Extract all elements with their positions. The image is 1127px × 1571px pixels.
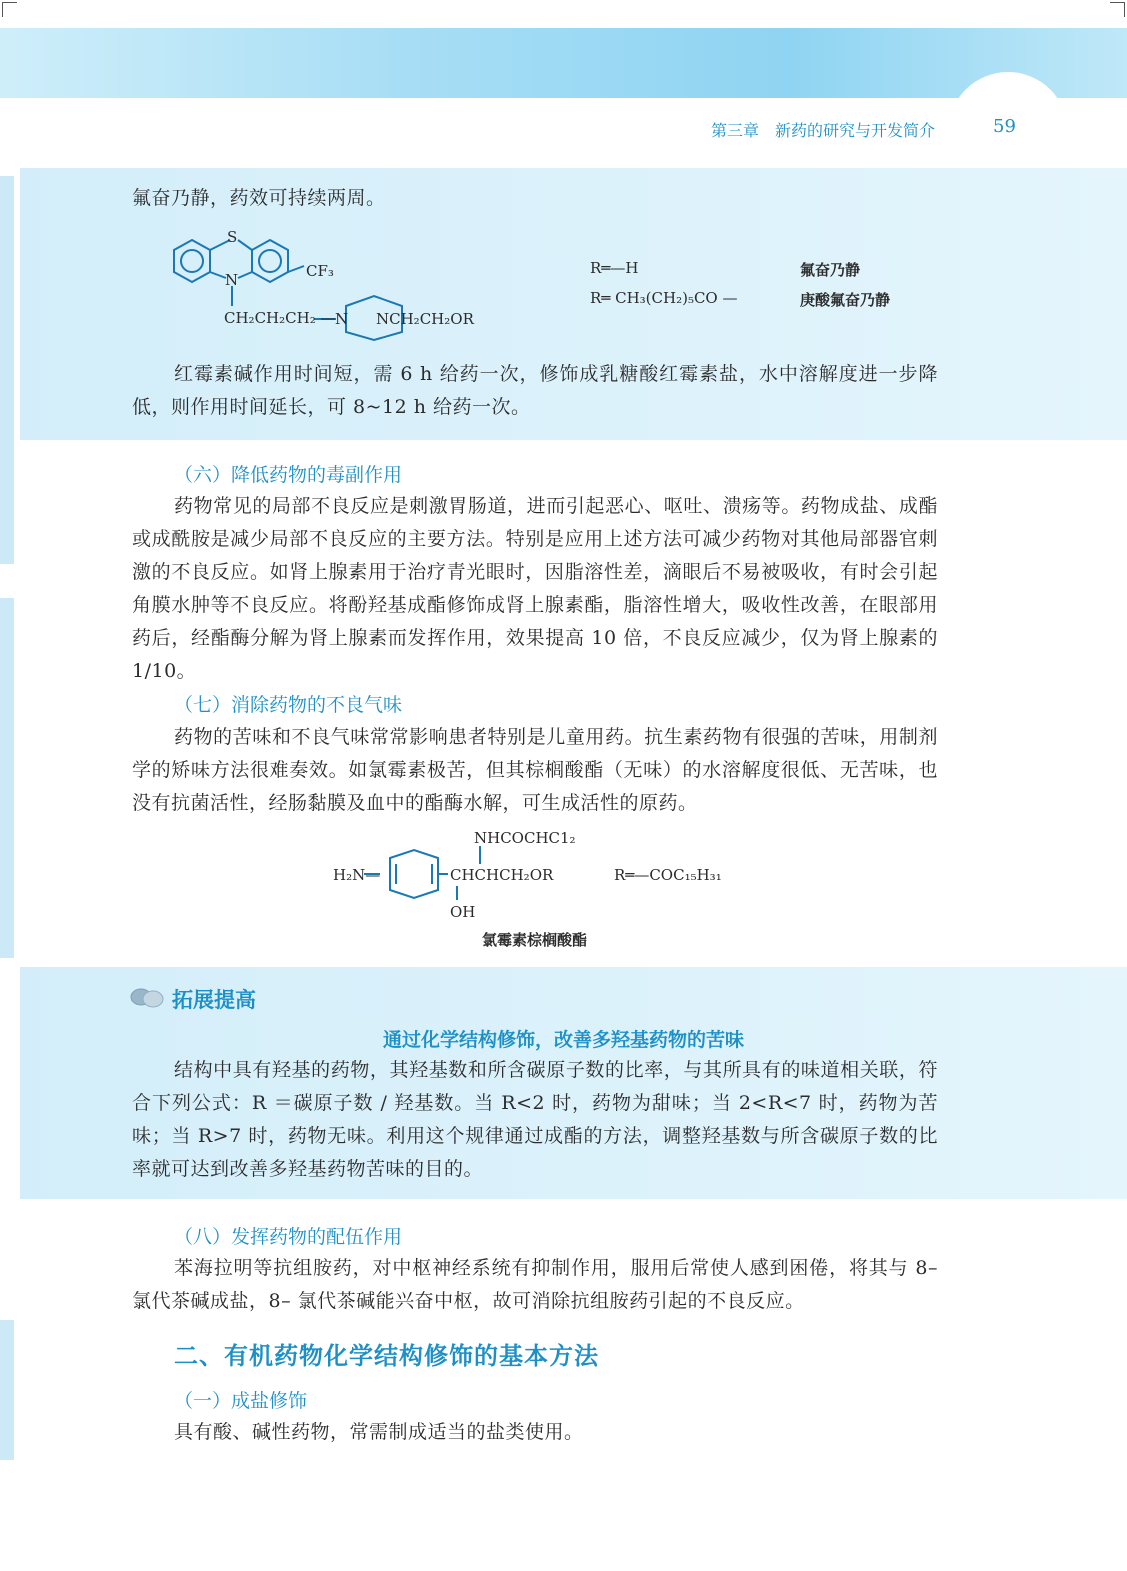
paragraph-fluphenazine: 氟奋乃静，药效可持续两周。	[132, 187, 386, 209]
r-group-heptanoyl: R═ CH₃(CH₂)₅CO —	[590, 289, 738, 307]
r-group-h: R═—H	[590, 259, 639, 277]
paragraph-salt-modification: 具有酸、碱性药物，常需制成适当的盐类使用。	[174, 1421, 584, 1443]
header-band	[0, 28, 1127, 98]
piperazine-n1: N	[335, 310, 349, 328]
crop-mark-top-left	[2, 2, 17, 17]
side-margin-tab	[0, 1320, 14, 1460]
chapter-title: 第三章 新药的研究与开发简介	[710, 121, 935, 140]
heading-salt-modification: （一）成盐修饰	[174, 1390, 308, 1412]
group-cf3: CF₃	[306, 262, 334, 280]
caption-chloramphenicol-palmitate: 氯霉素棕榈酸酯	[482, 931, 588, 949]
heading-section-6: （六）降低药物的毒副作用	[174, 464, 403, 486]
side-chain: CH₂CH₂CH₂ —	[224, 309, 336, 327]
piperazine-n2: NCH₂CH₂OR	[376, 310, 474, 328]
r-group-palmitoyl: R═—COC₁₅H₃₁	[614, 866, 722, 884]
fluphenazine-structure	[160, 226, 520, 346]
group-chchch2or: CHCHCH₂OR	[450, 866, 554, 884]
side-margin-tab	[0, 176, 14, 564]
pill-icon	[130, 986, 164, 1008]
paragraph-section-8: 苯海拉明等抗组胺药，对中枢神经系统有抑制作用，服用后常使人感到困倦，将其与 8– 氯代茶碱成盐，8– 氯代茶碱能兴奋中枢，故可消除抗组胺药引起的不良反应。	[132, 1257, 938, 1312]
paragraph-erythromycin: 红霉素碱作用时间短，需 6 h 给药一次，修饰成乳糖酸红霉素盐，水中溶解度进一步降低，则作用时间延长，可 8~12 h 给药一次。	[132, 363, 938, 418]
extension-title: 拓展提高	[172, 988, 256, 1012]
atom-sulfur: S	[227, 228, 238, 246]
group-oh: OH	[450, 903, 476, 921]
group-h2n: H₂N—	[333, 866, 381, 884]
extension-subtitle: 通过化学结构修饰，改善多羟基药物的苦味	[382, 1029, 744, 1051]
paragraph-section-6: 药物常见的局部不良反应是刺激胃肠道，进而引起恶心、呕吐、溃疡等。药物成盐、成酯或成酰胺是减少局部不良反应的主要方法。特别是应用上述方法可减少药物对其他局部器官刺激的不良反应。如肾上腺素用于治疗青光眼时，因脂溶性差，滴眼后不易被吸收，有时会引起角膜水肿等不良反应。将酚羟基成酯修饰成肾上腺素酯，脂溶性增大，吸收性改善，在眼部用药后，经酯酶分解为肾上腺素而发挥作用，效果提高 10 倍，不良反应减少，仅为肾上腺素的 1/10。	[132, 495, 938, 682]
atom-nitrogen: N	[225, 271, 239, 289]
heading-part-2: 二、有机药物化学结构修饰的基本方法	[174, 1341, 599, 1370]
paragraph-extension: 结构中具有羟基的药物，其羟基数和所含碳原子数的比率，与其所具有的味道相关联，符合下列公式：R ＝碳原子数 / 羟基数。当 R<2 时，药物为甜味；当 2<R<7 时，药物为苦味；当 R>7 时，药物无味。利用这个规律通过成酯的方法，调整羟基数与所含碳原子数的比率就可达到改善多羟基药物苦味的目的。	[132, 1059, 938, 1180]
label-fluphenazine: 氟奋乃静	[800, 261, 861, 279]
side-margin-tab	[0, 598, 14, 958]
label-fluphenazine-heptanoate: 庚酸氟奋乃静	[800, 291, 891, 309]
paragraph-section-7: 药物的苦味和不良气味常常影响患者特别是儿童用药。抗生素药物有很强的苦味，用制剂学的矫味方法很难奏效。如氯霉素极苦，但其棕榈酸酯（无味）的水溶解度很低、无苦味，也没有抗菌活性，经肠黏膜及血中的酯酶水解，可生成活性的原药。	[132, 726, 938, 814]
heading-section-8: （八）发挥药物的配伍作用	[174, 1226, 403, 1248]
page-number: 59	[993, 116, 1016, 137]
group-nhcochcl2: NHCOCHC1₂	[474, 829, 576, 847]
crop-mark-top-right	[1110, 2, 1125, 17]
running-header	[0, 116, 1127, 142]
heading-section-7: （七）消除药物的不良气味	[174, 694, 403, 716]
